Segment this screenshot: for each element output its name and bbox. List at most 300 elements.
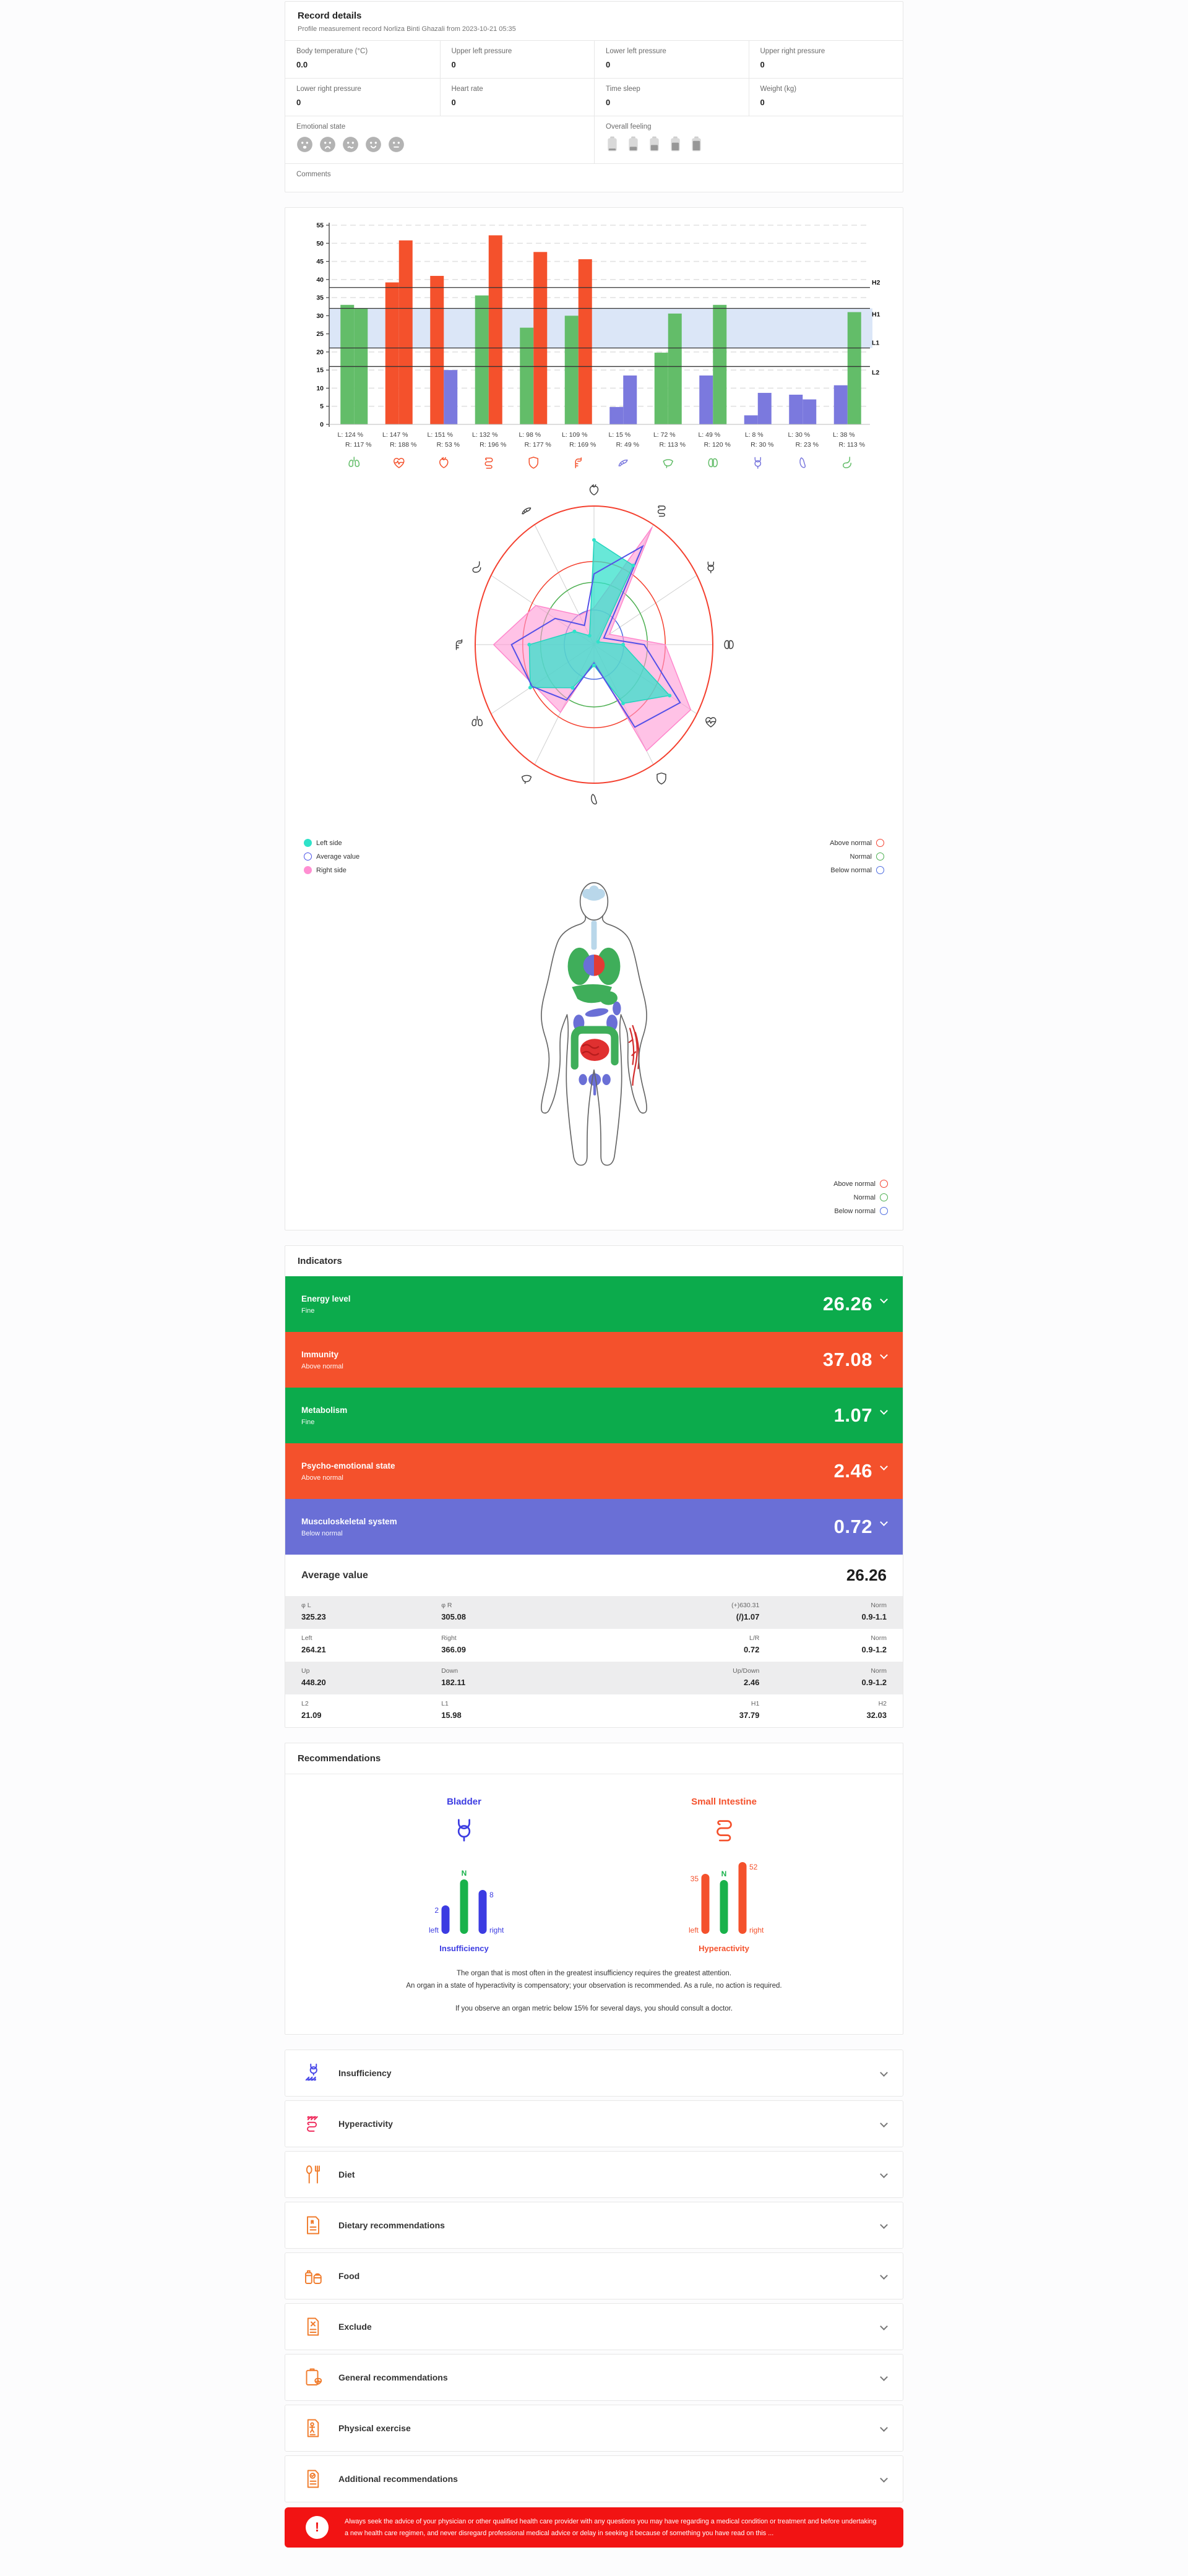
lungs-icon: [349, 457, 359, 466]
svg-text:45: 45: [316, 258, 324, 266]
table-cell: [759, 1634, 887, 1654]
cell-value: 0.9-1.1: [861, 1612, 887, 1621]
cell-label: L1: [441, 1700, 449, 1707]
cell-value: 448.20: [301, 1678, 326, 1687]
field-label: Upper right pressure: [760, 48, 825, 55]
body-legend: [303, 1180, 888, 1215]
organ-name: Bladder: [447, 1797, 481, 1807]
cell-label: Up/Down: [733, 1667, 760, 1675]
bar-left-1: [385, 283, 399, 424]
indicator-label: Immunity: [301, 1349, 339, 1359]
indicator-psycho-emotional-state[interactable]: [285, 1443, 903, 1499]
bar-left-6: [609, 407, 623, 424]
legend-swatch: [880, 1207, 888, 1215]
legend-swatch: [304, 866, 312, 874]
battery-icon[interactable]: [627, 135, 640, 156]
liver-icon: [663, 460, 673, 468]
accordion-icon-wrap: [301, 2163, 325, 2186]
organ-status: Hyperactivity: [699, 1944, 749, 1953]
cell-value: (/)1.07: [736, 1612, 760, 1621]
cell-label: Down: [441, 1667, 458, 1675]
note-line: An organ in a state of hyperactivity is compensatory; your observation is recommended. As a rule, no action is required.: [406, 1981, 782, 1990]
chevron-down-icon[interactable]: [880, 2475, 888, 2483]
organ-name: Small Intestine: [691, 1797, 757, 1807]
battery-icon[interactable]: [606, 135, 619, 156]
chevron-down-icon[interactable]: [880, 1407, 888, 1415]
cell-label: Norm: [871, 1602, 887, 1609]
small-intestine-icon: [710, 1816, 738, 1844]
indicator-right: [823, 1349, 887, 1371]
accordion-hyperactivity[interactable]: [285, 2100, 903, 2147]
indicator-value: 1.07: [833, 1404, 872, 1426]
svg-text:R: 113 %: R: 113 %: [659, 441, 686, 449]
body-diagram: [511, 880, 677, 1171]
indicator-label: Musculoskeletal system: [301, 1516, 397, 1526]
record-field[interactable]: [594, 78, 749, 116]
bar-right-9: [758, 393, 772, 424]
legend-swatch: [876, 866, 884, 874]
bar-right-10: [803, 400, 816, 424]
record-field[interactable]: [285, 41, 440, 78]
legend-label: Left side: [316, 839, 342, 847]
svg-text:50: 50: [316, 239, 324, 247]
svg-text:35: 35: [316, 294, 324, 302]
overall-feeling-cell: [594, 116, 903, 163]
accordion-label: General recommendations: [338, 2372, 448, 2382]
legend-item: [830, 852, 884, 861]
field-value: 0.0: [296, 60, 308, 69]
legend-item: [303, 1193, 888, 1201]
cell-value: 182.11: [441, 1678, 466, 1687]
acc-exercise-icon: [302, 2417, 324, 2439]
field-label: Body temperature (°C): [296, 48, 368, 55]
chevron-down-icon[interactable]: [880, 1351, 888, 1359]
note-line: The organ that is most often in the greatest insufficiency requires the greatest attention.: [456, 1970, 732, 1977]
indicator-status: Fine: [301, 1307, 315, 1315]
organ-icon-wrap: [710, 1816, 738, 1847]
acc-insufficiency-icon: [302, 2062, 324, 2084]
bar-left-11: [834, 385, 848, 424]
page: [285, 0, 903, 2566]
svg-text:L: 132 %: L: 132 %: [472, 431, 498, 439]
face-happy-icon[interactable]: [365, 136, 382, 156]
organ-mini-chart: [399, 1847, 529, 1940]
bar-left-0: [340, 305, 354, 424]
svg-text:H2: H2: [872, 278, 880, 286]
kidneys-icon: [725, 641, 733, 649]
table-cell: [759, 1700, 887, 1720]
legend-swatch: [876, 852, 884, 861]
bar-left-8: [699, 376, 713, 424]
table-cell: [301, 1634, 441, 1654]
field-value: 0: [296, 98, 301, 107]
organ-recommendation-small-intestine: [659, 1797, 789, 1953]
accordion-icon-wrap: [301, 2366, 325, 2389]
table-cell: [441, 1700, 632, 1720]
heart-icon: [440, 458, 448, 468]
cell-label: Left: [301, 1634, 312, 1642]
bar-left-9: [744, 415, 758, 424]
battery-icon[interactable]: [648, 135, 661, 156]
accordion-label: Insufficiency: [338, 2067, 392, 2078]
svg-text:R: 30 %: R: 30 %: [751, 441, 774, 449]
indicator-text: [301, 1294, 351, 1315]
accordion-icon-wrap: [301, 2468, 325, 2490]
chevron-down-icon[interactable]: [880, 1518, 888, 1526]
record-field[interactable]: [749, 78, 903, 116]
svg-text:55: 55: [316, 221, 324, 230]
chevron-down-icon[interactable]: [880, 2170, 888, 2178]
table-row: [285, 1662, 903, 1694]
face-confused-icon[interactable]: [342, 136, 359, 156]
indicator-value: 37.08: [822, 1349, 872, 1370]
kidneys-icon: [708, 459, 717, 467]
chevron-down-icon[interactable]: [880, 2119, 888, 2127]
cell-value: 264.21: [301, 1645, 326, 1654]
emotional-state-cell: [285, 116, 594, 163]
record-field[interactable]: [285, 78, 440, 116]
cardio-icon: [706, 718, 716, 727]
acc-exclude-icon: [302, 2316, 324, 2338]
accordion-insufficiency[interactable]: [285, 2050, 903, 2097]
table-row: [285, 1694, 903, 1727]
svg-text:30: 30: [316, 312, 324, 320]
organ-bar-chart: [306, 219, 882, 475]
accordion-icon-wrap: [301, 2214, 325, 2236]
field-label: Weight (kg): [760, 85, 797, 93]
chevron-down-icon[interactable]: [880, 2373, 888, 2381]
comments-label: Comments: [296, 171, 331, 178]
pancreas-icon: [522, 508, 531, 513]
table-row: [285, 1596, 903, 1629]
indicator-status: Above normal: [301, 1362, 343, 1370]
svg-text:L2: L2: [872, 369, 880, 377]
organ-radar-chart: [396, 479, 792, 829]
accordion-list: [285, 2050, 903, 2502]
stomach-icon: [843, 457, 851, 468]
svg-text:5: 5: [320, 403, 324, 411]
acc-hyperactivity-icon: [302, 2113, 324, 2135]
table-cell: [759, 1602, 887, 1621]
chevron-down-icon[interactable]: [880, 2322, 888, 2330]
legend-item: [304, 866, 359, 874]
indicator-right: [834, 1460, 887, 1482]
svg-text:R: 53 %: R: 53 %: [436, 441, 460, 449]
indicator-immunity[interactable]: [285, 1332, 903, 1388]
accordion-label: Exclude: [338, 2321, 372, 2332]
chevron-down-icon[interactable]: [880, 1462, 888, 1470]
svg-text:52: 52: [749, 1863, 758, 1871]
radar-legends: [304, 839, 884, 874]
legend-swatch: [880, 1193, 888, 1201]
page-title: Record details: [298, 11, 362, 21]
accordion-icon-wrap: [301, 2417, 325, 2439]
legend-label: Below normal: [830, 866, 872, 874]
face-sad-icon[interactable]: [319, 136, 336, 156]
field-label: Heart rate: [451, 85, 483, 93]
bladder-icon: [450, 1816, 478, 1844]
accordion-label: Additional recommendations: [338, 2473, 458, 2484]
bladder-icon: [755, 458, 760, 469]
svg-text:R: 117 %: R: 117 %: [345, 441, 372, 449]
cell-value: 325.23: [301, 1612, 326, 1621]
field-value: 0: [606, 60, 611, 69]
chevron-down-icon[interactable]: [880, 2272, 888, 2280]
indicator-text: [301, 1517, 397, 1537]
record-field[interactable]: [440, 78, 595, 116]
radar-legend-right: [830, 839, 884, 874]
bar-right-11: [848, 312, 861, 424]
accordion-label: Physical exercise: [338, 2423, 411, 2433]
legend-item: [830, 839, 884, 847]
indicator-status: Below normal: [301, 1529, 343, 1537]
indicator-right: [823, 1293, 887, 1315]
indicators-title: Indicators: [298, 1256, 342, 1266]
svg-text:L: 38 %: L: 38 %: [832, 431, 855, 439]
face-very-sad-icon[interactable]: [296, 136, 313, 156]
cell-value: 32.03: [866, 1711, 887, 1720]
accordion-general-recommendations[interactable]: [285, 2354, 903, 2401]
bar-right-1: [399, 241, 413, 424]
cell-value: 2.46: [744, 1678, 760, 1687]
indicator-label: Psycho-emotional state: [301, 1461, 395, 1470]
acc-cutlery-icon: [302, 2163, 324, 2186]
organ-recommendation-bladder: [399, 1797, 529, 1953]
recommendation-notes: [285, 1957, 903, 2034]
svg-text:L: 147 %: L: 147 %: [382, 431, 408, 439]
legend-swatch: [304, 839, 312, 847]
svg-text:15: 15: [316, 366, 324, 374]
legend-label: Right side: [316, 866, 346, 874]
bar-left-4: [520, 328, 533, 424]
accordion-label: Hyperactivity: [338, 2118, 393, 2129]
bar-right-5: [579, 259, 592, 424]
legend-label: Above normal: [830, 839, 872, 847]
indicator-status: Fine: [301, 1418, 315, 1426]
cell-label: Up: [301, 1667, 310, 1675]
field-label: Lower right pressure: [296, 85, 361, 93]
small-intestine-icon: [658, 506, 666, 516]
overall-feeling-label: Overall feeling: [606, 123, 652, 131]
record-fields-grid: [285, 40, 903, 116]
field-value: 0: [760, 98, 765, 107]
feeling-batteries: [606, 135, 892, 156]
svg-text:L: 98 %: L: 98 %: [519, 431, 541, 439]
svg-text:L: 49 %: L: 49 %: [698, 431, 721, 439]
svg-text:2: 2: [434, 1906, 439, 1915]
svg-text:R: 49 %: R: 49 %: [616, 441, 639, 449]
svg-text:L: 15 %: L: 15 %: [608, 431, 631, 439]
face-neutral-icon[interactable]: [388, 136, 405, 156]
svg-text:20: 20: [316, 348, 324, 356]
radar-legend-left: [304, 839, 359, 874]
table-cell: [441, 1602, 632, 1621]
accordion-label: Food: [338, 2270, 360, 2281]
average-value-label: Average value: [301, 1569, 368, 1581]
svg-text:N: N: [721, 1870, 727, 1878]
spleen-icon: [592, 794, 596, 804]
indicators-list: [285, 1276, 903, 1555]
svg-text:L: 72 %: L: 72 %: [653, 431, 676, 439]
cell-label: L/R: [749, 1634, 760, 1642]
emotional-state-label: Emotional state: [296, 123, 346, 131]
indicator-energy-level[interactable]: [285, 1276, 903, 1332]
record-details-card: [285, 1, 903, 192]
cell-value: 15.98: [441, 1711, 462, 1720]
bar-right-3: [489, 235, 502, 424]
bar-right-2: [444, 370, 457, 424]
legend-item: [304, 852, 359, 861]
cell-label: φ R: [441, 1602, 452, 1609]
table-cell: [632, 1700, 760, 1720]
indicator-text: [301, 1461, 395, 1482]
battery-icon[interactable]: [669, 135, 682, 156]
acc-food-icon: [302, 2265, 324, 2287]
chevron-down-icon[interactable]: [880, 2424, 888, 2432]
indicator-label: Metabolism: [301, 1405, 348, 1415]
large-intestine-icon: [456, 640, 462, 650]
legend-item: [830, 866, 884, 874]
organ-recommendations: [285, 1774, 903, 1957]
table-cell: [301, 1667, 441, 1687]
field-value: 0: [606, 98, 611, 107]
chevron-down-icon[interactable]: [880, 2221, 888, 2229]
bar-left-7: [655, 353, 668, 424]
cell-value: 37.79: [739, 1711, 760, 1720]
indicator-metabolism[interactable]: [285, 1388, 903, 1443]
svg-text:35: 35: [690, 1874, 699, 1883]
legend-label: Normal: [853, 1193, 876, 1201]
svg-text:R: 113 %: R: 113 %: [838, 441, 865, 449]
svg-text:L1: L1: [872, 339, 880, 347]
record-field[interactable]: [749, 41, 903, 78]
legend-swatch: [304, 852, 312, 861]
indicators-card: [285, 1245, 903, 1728]
cell-value: 0.72: [744, 1645, 760, 1654]
record-subtitle: Profile measurement record Norliza Binti Ghazali from 2023-10-21 05:35: [298, 25, 516, 33]
stomach-icon: [473, 562, 480, 572]
table-cell: [441, 1634, 632, 1654]
exclamation-icon: !: [306, 2516, 329, 2539]
legend-label: Above normal: [833, 1180, 876, 1188]
record-state-row: [285, 116, 903, 163]
svg-text:L: 109 %: L: 109 %: [562, 431, 588, 439]
field-label: Time sleep: [606, 85, 640, 93]
bar-left-10: [789, 395, 803, 424]
table-cell: [441, 1667, 632, 1687]
svg-text:left: left: [428, 1926, 439, 1934]
record-field[interactable]: [594, 41, 749, 78]
legend-item: [303, 1180, 888, 1188]
accordion-physical-exercise[interactable]: [285, 2405, 903, 2452]
bar-left-2: [430, 276, 444, 424]
table-cell: [301, 1700, 441, 1720]
cell-label: (+)630.31: [731, 1602, 760, 1609]
bar-right-8: [713, 305, 726, 424]
field-value: 0: [451, 60, 456, 69]
svg-text:R: 177 %: R: 177 %: [524, 441, 551, 449]
accordion-diet[interactable]: [285, 2151, 903, 2198]
table-cell: [301, 1602, 441, 1621]
average-value-row: [285, 1555, 903, 1596]
indicator-text: [301, 1406, 347, 1426]
legend-label: Average value: [316, 852, 360, 861]
svg-text:R: 120 %: R: 120 %: [704, 441, 731, 449]
cell-label: H2: [878, 1700, 887, 1707]
svg-text:left: left: [688, 1926, 699, 1934]
indicator-status: Above normal: [301, 1474, 343, 1482]
table-cell: [632, 1634, 760, 1654]
comments-section[interactable]: [285, 163, 903, 192]
chevron-down-icon[interactable]: [880, 1295, 888, 1303]
indicator-musculoskeletal-system[interactable]: [285, 1499, 903, 1555]
cell-value: 21.09: [301, 1711, 322, 1720]
average-value: 26.26: [846, 1566, 887, 1584]
table-cell: [632, 1667, 760, 1687]
cell-label: φ L: [301, 1602, 311, 1609]
svg-text:L: 124 %: L: 124 %: [337, 431, 363, 439]
indicator-value: 26.26: [822, 1293, 872, 1315]
cardio-icon: [394, 458, 404, 468]
svg-text:right: right: [749, 1926, 764, 1934]
battery-icon[interactable]: [690, 135, 703, 156]
accordion-exclude[interactable]: [285, 2303, 903, 2350]
indicator-value: 0.72: [833, 1516, 872, 1537]
svg-text:L: 30 %: L: 30 %: [788, 431, 811, 439]
cell-label: Norm: [871, 1634, 887, 1642]
bar-left-5: [565, 316, 579, 424]
svg-text:R: 23 %: R: 23 %: [795, 441, 819, 449]
large-intestine-icon: [575, 458, 581, 468]
accordion-dietary-recommendations[interactable]: [285, 2202, 903, 2249]
legend-item: [303, 1207, 888, 1215]
legend-label: Normal: [850, 852, 872, 861]
accordion-label: Dietary recommendations: [338, 2220, 445, 2230]
emotional-faces: [296, 136, 583, 156]
accordion-food[interactable]: [285, 2252, 903, 2299]
charts-card: [285, 207, 903, 1230]
note-line: If you observe an organ metric below 15% for several days, you should consult a doctor.: [455, 2005, 733, 2013]
bar-right-6: [623, 376, 637, 424]
bladder-icon: [708, 562, 713, 573]
svg-text:25: 25: [316, 330, 324, 338]
legend-swatch: [876, 839, 884, 847]
cell-label: Right: [441, 1634, 457, 1642]
accordion-icon-wrap: [301, 2265, 325, 2287]
pancreas-icon: [619, 460, 627, 466]
accordion-icon-wrap: [301, 2062, 325, 2084]
legend-swatch: [880, 1180, 888, 1188]
legend-item: [304, 839, 359, 847]
record-field[interactable]: [440, 41, 595, 78]
recommendations-card: [285, 1743, 903, 2035]
table-cell: [632, 1602, 760, 1621]
svg-text:N: N: [461, 1869, 467, 1878]
table-row: [285, 1629, 903, 1662]
acc-clipboard-heart-icon: [302, 2366, 324, 2389]
accordion-additional-recommendations[interactable]: [285, 2455, 903, 2502]
accordion-label: Diet: [338, 2169, 355, 2179]
cell-label: Norm: [871, 1667, 887, 1675]
indicator-right: [834, 1404, 887, 1427]
record-header: [285, 2, 903, 40]
acc-additional-icon: [302, 2468, 324, 2490]
indicator-value: 2.46: [833, 1460, 872, 1482]
chevron-down-icon[interactable]: [880, 2069, 888, 2077]
svg-text:L: 151 %: L: 151 %: [427, 431, 453, 439]
liver-icon: [522, 775, 532, 783]
svg-text:0: 0: [320, 421, 324, 429]
